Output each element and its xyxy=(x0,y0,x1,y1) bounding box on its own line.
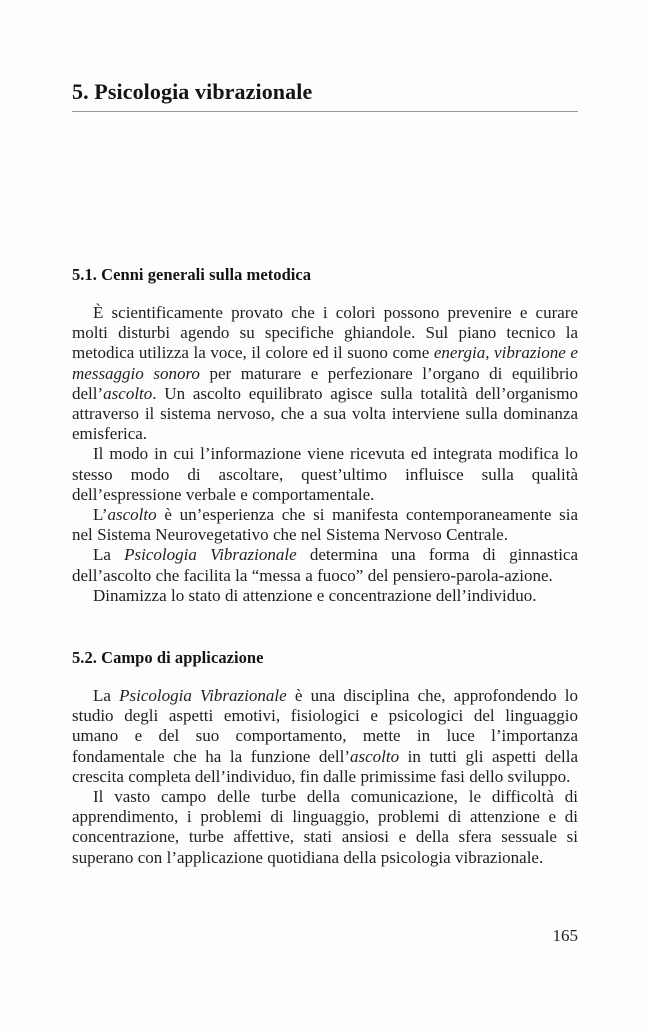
section-body-5-1 xyxy=(72,303,578,606)
italic-run: Psicologia Vibrazionale xyxy=(119,686,287,706)
section-heading-5-1: 5.1. Cenni generali sulla metodica xyxy=(72,265,312,284)
italic-run: Psicologia Vibrazionale xyxy=(124,545,297,565)
italic-run: ascolto xyxy=(103,383,153,403)
italic-run: ascolto xyxy=(349,746,400,766)
paragraph: È scientificamente provato che i colori possono prevenire e curare molti disturbi agendo su specifiche ghiandole. Sul piano tecnico la metodica utilizza la voce, il colore ed il suono come energia, vibrazione e messaggio sonoro per maturare e perfezionare l’organo di equilibrio dell’ascolto. Un ascolto equilibrato agisce sulla totalità dell’organismo attraverso il sistema nervoso, che a sua volta interviene sulla dominanza emisferica. xyxy=(72,303,578,444)
italic-run: energia, vibrazione e messaggio sonoro xyxy=(72,343,578,383)
page-number: 165 xyxy=(552,926,578,945)
paragraph: L’ascolto è un’esperienza che si manifesta contemporaneamente sia nel Sistema Neurovegetativo che nel Sistema Nervoso Centrale. xyxy=(72,505,578,545)
page-content xyxy=(72,0,578,868)
paragraph: Il vasto campo delle turbe della comunicazione, le difficoltà di apprendimento, i problemi di linguaggio, problemi di attenzione e di concentrazione, turbe affettive, stati ansiosi e della sfera sessuale si superano con l’applicazione quotidiana della psicologia vibrazionale. xyxy=(72,787,578,867)
page-title: 5. Psicologia vibrazionale xyxy=(72,79,313,104)
paragraph: Dinamizza lo stato di attenzione e concentrazione dell’individuo. xyxy=(93,585,537,605)
italic-run: ascolto xyxy=(107,505,157,525)
section-body-5-2 xyxy=(72,686,578,868)
section-heading-5-2: 5.2. Campo di applicazione xyxy=(72,648,264,668)
paragraph: La Psicologia Vibrazionale è una disciplina che, approfondendo lo studio degli aspetti emotivi, fisiologici e psicologici del linguaggio umano e del suo comportamento, mette in luce l’importanza fondamentale che ha la funzione dell’ascolto in tutti gli aspetti della crescita completa dell’individuo, fin dalle primissime fasi dello sviluppo. xyxy=(72,686,578,786)
title-spacer xyxy=(72,112,578,264)
paragraph: Il modo in cui l’informazione viene ricevuta ed integrata modifica lo stesso modo di ascoltare, quest’ultimo influisce sulla qualità dell’espressione verbale e comportamentale. xyxy=(72,444,578,504)
paragraph: La Psicologia Vibrazionale determina una forma di ginnastica dell’ascolto che facilita la “messa a fuoco” del pensiero-parola-azione. xyxy=(72,545,579,585)
